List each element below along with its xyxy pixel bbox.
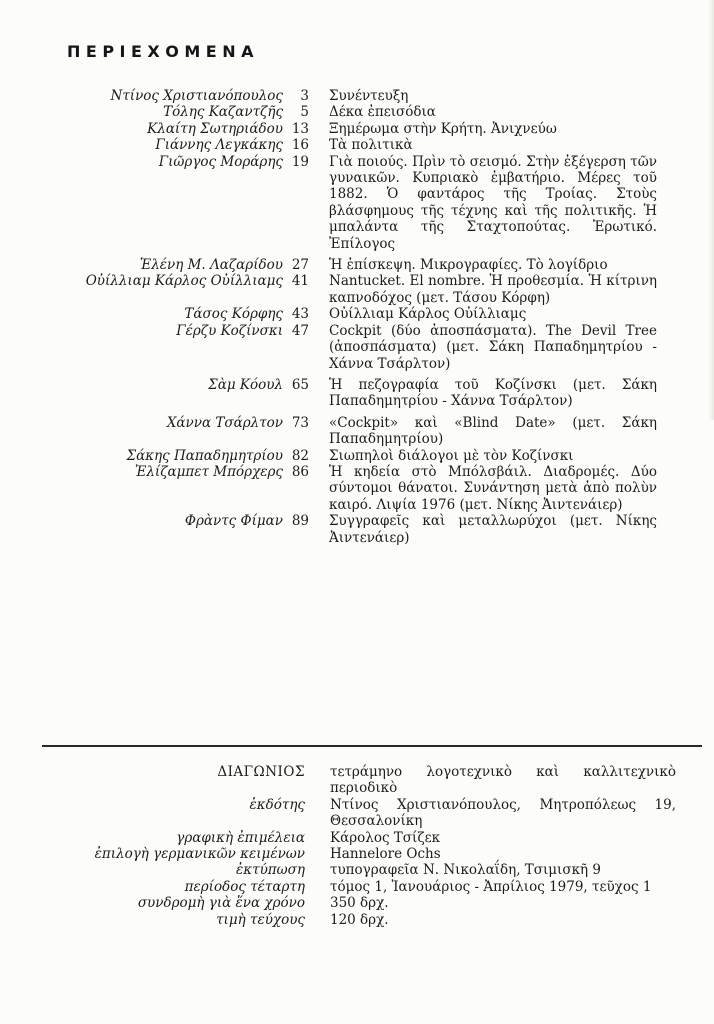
toc-entry (42, 121, 675, 137)
colophon-value: Κάρολος Τσίζεκ (330, 829, 441, 846)
toc-entry (42, 323, 675, 372)
toc-entry (42, 513, 675, 546)
toc-entry (42, 448, 675, 464)
colophon-value: Ντίνος Χριστιανόπουλος, Μητροπόλεως 19, Θεσσαλονίκη (330, 796, 676, 830)
toc-entry (42, 306, 675, 322)
toc-title: Σιωπηλοὶ διάλογοι μὲ τὸν Κοζίνσκι (329, 447, 574, 464)
toc-entry (42, 137, 675, 153)
toc-page-number: 43 (291, 306, 309, 323)
colophon-row (42, 879, 676, 895)
colophon-label: συνδρομὴ γιὰ ἕνα χρόνο (137, 895, 305, 912)
toc-author: Οὐίλλιαμ Κάρλος Οὐίλλιαμς (85, 273, 283, 290)
toc-page-number: 3 (300, 88, 309, 104)
toc-title: Τὰ πολιτικὰ (329, 137, 413, 154)
toc-page-number: 82 (291, 447, 309, 464)
toc-author: Ντίνος Χριστιανόπουλος (110, 88, 283, 104)
toc-author: Τάσος Κόρφης (184, 306, 283, 323)
toc-entry (42, 377, 675, 410)
toc-author: Γέρζυ Κοζίνσκι (176, 322, 283, 339)
toc-title: Ἡ πεζογραφία τοῦ Κοζίνσκι (μετ. Σάκη Παπαδημητρίου - Χάννα Τσάρλτον) (329, 376, 657, 410)
toc-title: Συνέντευξη (329, 88, 409, 104)
toc-title: Cockpit (δύο ἀποσπάσματα). The Devil Tree (ἀποσπάσματα) (μετ. Σάκη Παπαδημητρίου - Χάννα Τσάρλτον) (329, 322, 657, 372)
toc-page-number: 41 (291, 273, 309, 290)
colophon-value: τυπογραφεῖα Ν. Νικολαΐδη, Τσιμισκῆ 9 (330, 862, 601, 879)
toc-entry (42, 273, 675, 306)
toc-author: Σὰμ Κόουλ (208, 376, 283, 393)
toc-author: Γιῶργος Μοράρης (158, 153, 283, 170)
toc-page-number: 73 (291, 414, 309, 431)
toc-author: Γιάννης Λεγκάκης (155, 137, 283, 154)
colophon-value: 350 δρχ. (330, 895, 389, 912)
toc-title: Οὐίλλιαμ Κάρλος Οὐίλλιαμς (329, 306, 527, 323)
toc-entry (42, 154, 675, 252)
colophon-row (42, 895, 676, 911)
toc-author: Ἐλίζαμπετ Μπόρχερς (134, 463, 283, 480)
colophon-label-magazine-name: ΔΙΑΓΩΝΙΟΣ (217, 764, 305, 780)
toc-page-number: 16 (291, 137, 309, 154)
colophon-value: τόμος 1, Ἰανουάριος - Ἀπρίλιος 1979, τεῦχος 1 (330, 878, 652, 895)
colophon-label: περίοδος τέταρτη (184, 878, 305, 895)
toc-entry (42, 464, 675, 513)
toc-page-number: 13 (291, 120, 309, 137)
toc-page-number: 19 (291, 153, 309, 170)
toc-author: Φρὰντς Φίμαν (184, 513, 283, 530)
toc-page-number: 86 (291, 463, 309, 480)
toc-page-number: 5 (300, 104, 309, 121)
toc-title: Συγγραφεῖς καὶ μεταλλωρύχοι (μετ. Νίκης Ἀιντενάιερ) (329, 513, 657, 546)
toc-author: Χάννα Τσάρλτον (166, 414, 283, 431)
toc-entry (42, 88, 675, 104)
colophon-row (42, 797, 676, 830)
divider-line (42, 745, 702, 747)
colophon (42, 764, 676, 928)
toc-title: Ἡ ἐπίσκεψη. Μικρογραφίες. Τὸ λογίδριο (329, 257, 608, 274)
toc-entry (42, 415, 675, 448)
colophon-row (42, 862, 676, 878)
toc-author: Ἑλένη Μ. Λαζαρίδου (139, 257, 283, 274)
toc-page-number: 47 (291, 322, 309, 339)
colophon-label: ἐπιλογὴ γερμανικῶν κειμένων (94, 846, 305, 863)
toc-author: Σάκης Παπαδημητρίου (126, 447, 283, 464)
colophon-label: τιμὴ τεύχους (216, 911, 305, 928)
colophon-row (42, 764, 676, 797)
toc-title: «Cockpit» καὶ «Blind Date» (μετ. Σάκη Παπαδημητρίου) (329, 414, 657, 448)
toc-page-number: 27 (291, 257, 309, 274)
toc-title: Ἡ κηδεία στὸ Μπόλσβάιλ. Διαδρομές. Δύο σύντομοι θάνατοι. Συνάντηση μετὰ ἀπὸ πολὺν καιρό. Λιψία 1976 (μετ. Νίκης Ἀιντενάιερ) (329, 463, 657, 513)
toc-title: Nantucket. El nombre. Ἡ προθεσμία. Ἡ κίτρινη καπνοδόχος (μετ. Τάσου Κόρφη) (329, 273, 657, 306)
table-of-contents (42, 88, 675, 546)
colophon-value: τετράμηνο λογοτεχνικὸ καὶ καλλιτεχνικὸ περιοδικὸ (330, 764, 676, 797)
toc-page-number: 65 (291, 376, 309, 393)
page-title: ΠΕΡΙΕΧΟΜΕΝΑ (67, 42, 259, 61)
colophon-row (42, 912, 676, 928)
toc-title: Ξημέρωμα στὴν Κρήτη. Ἀνιχνεύω (329, 120, 557, 137)
colophon-label: γραφικὴ ἐπιμέλεια (176, 829, 305, 846)
toc-page-number: 89 (291, 513, 309, 530)
toc-title: Γιὰ ποιούς. Πρὶν τὸ σεισμό. Στὴν ἐξέγερση τῶν γυναικῶν. Κυπριακὸ ἐμβατήριο. Μέρες τοῦ 1882. Ὁ φαντάρος τῆς Τροίας. Στοὺς βλάσφημους τῆς τέχνης καὶ τῆς πολιτικῆς. Ἡ μπαλάντα τῆς Σταχτοπούτας. Ἐρωτικό. Ἐπίλογος (329, 153, 657, 252)
toc-author: Κλαίτη Σωτηριάδου (147, 120, 283, 137)
colophon-label: ἐκδότης (249, 796, 305, 813)
colophon-label: ἐκτύπωση (236, 862, 305, 879)
toc-author: Τόλης Καζαντζῆς (163, 104, 283, 121)
colophon-row (42, 830, 676, 846)
toc-entry (42, 257, 675, 273)
colophon-row (42, 846, 676, 862)
toc-entry (42, 104, 675, 120)
colophon-value: 120 δρχ. (330, 911, 389, 928)
colophon-value: Hannelore Ochs (330, 846, 441, 863)
toc-title: Δέκα ἐπεισόδια (329, 104, 436, 121)
